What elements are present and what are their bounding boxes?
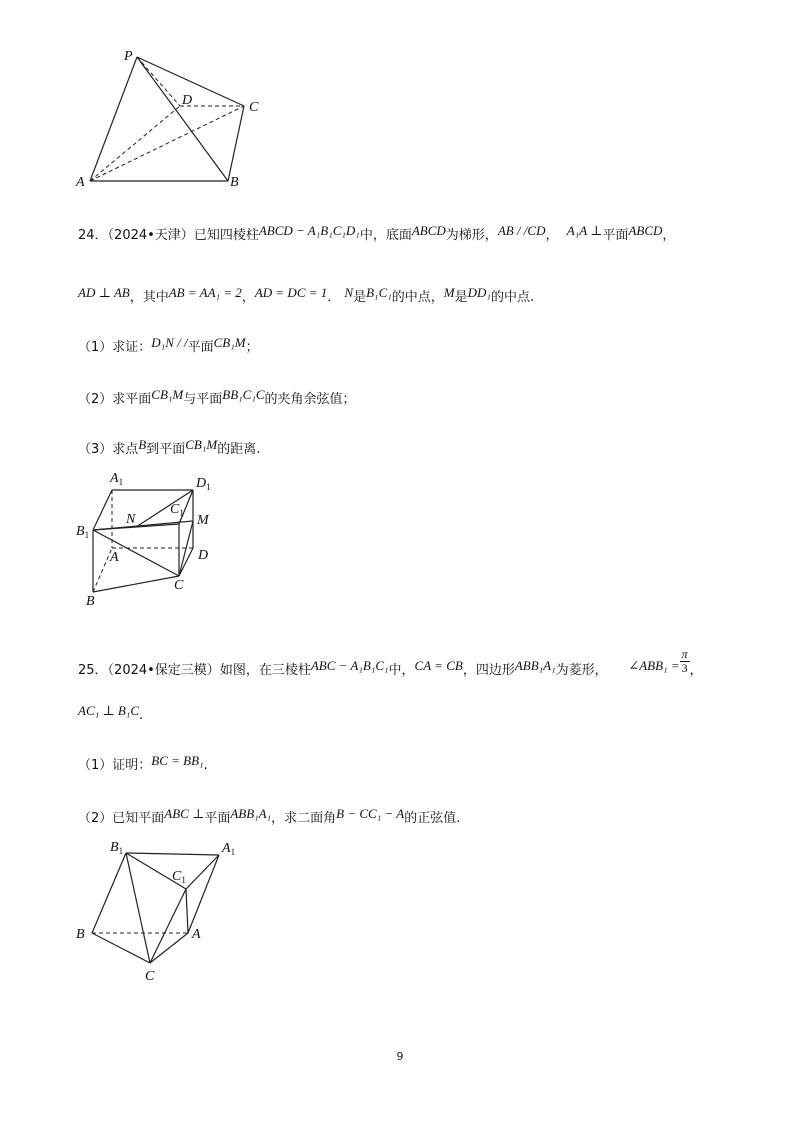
q24-text: 已知四棱柱 xyxy=(193,228,259,243)
q25-text: . xyxy=(203,758,208,773)
q24-math: N xyxy=(344,285,354,300)
pyramid-figure xyxy=(0,0,800,200)
q25-math: ABB₁A₁ xyxy=(230,806,272,821)
label-a: A xyxy=(192,927,201,942)
label-b: B xyxy=(230,175,239,190)
q25-math: CA = CB xyxy=(414,658,463,673)
label-b1-letter: B xyxy=(76,524,85,539)
q25-text: ， xyxy=(689,663,703,678)
edge-bc xyxy=(92,933,150,963)
q24-text: ； xyxy=(245,340,259,355)
q25-math: ∠ABB₁ = xyxy=(628,658,680,673)
q24-math: CB₁M xyxy=(213,335,246,350)
q25-text: 的正弦值. xyxy=(404,811,461,826)
label-b1-sub: 1 xyxy=(118,846,124,856)
q25-text: （2）已知平面 xyxy=(78,811,165,826)
label-c: C xyxy=(174,578,184,593)
label-d: D xyxy=(182,93,193,108)
edge-b1c xyxy=(93,530,179,576)
q24-text: 到平面 xyxy=(146,442,186,457)
q25-math: B − CC₁ − A xyxy=(336,806,405,821)
q24-text: 平面 xyxy=(187,340,214,355)
label-d1 xyxy=(195,476,211,492)
edge-b1a1 xyxy=(126,853,219,855)
q25-text: 如图，在三棱柱 xyxy=(219,663,311,678)
edge-pa xyxy=(90,57,137,181)
q24-text: ， xyxy=(545,228,559,243)
label-d: D xyxy=(198,548,209,563)
q25-text: ，四边形 xyxy=(462,663,515,678)
q24-math: A₁A ⊥ xyxy=(566,223,603,238)
fraction-numerator: π xyxy=(681,647,688,661)
q24-text: 是 xyxy=(454,290,468,305)
label-c1-sub: 1 xyxy=(179,508,184,518)
q24-text: 的中点， xyxy=(391,290,444,305)
label-m: M xyxy=(197,513,209,528)
label-a1 xyxy=(221,841,235,857)
q25-line-1 xyxy=(78,648,703,680)
edge-cd xyxy=(179,548,193,576)
q24-math: M xyxy=(443,285,455,300)
q25-text: . xyxy=(139,708,144,723)
q24-math: ABCD xyxy=(628,223,663,238)
fraction-denominator: 3 xyxy=(681,661,688,675)
q25-line-2 xyxy=(78,702,143,725)
label-c1-sub: 1 xyxy=(181,875,186,885)
q25-part-2 xyxy=(78,805,460,828)
edge-c1c xyxy=(150,889,186,963)
q24-text: 平面 xyxy=(602,228,629,243)
q24-math: CB₁M xyxy=(185,437,218,452)
label-c: C xyxy=(145,969,155,984)
edge-pb xyxy=(137,57,228,181)
q25-text: 中， xyxy=(388,663,415,678)
q24-line-1 xyxy=(78,222,675,245)
label-n: N xyxy=(126,512,136,527)
edge-bc xyxy=(228,106,244,181)
page-number: 9 xyxy=(396,1050,404,1063)
q25-text: ，求二面角 xyxy=(271,811,337,826)
q24-source: （2024•天津） xyxy=(107,228,194,243)
pi-over-3-fraction xyxy=(680,648,690,675)
label-a: A xyxy=(110,550,119,565)
label-p: P xyxy=(124,49,133,64)
q24-math: AB = AA₁ = 2 xyxy=(168,285,242,300)
q24-text: 中，底面 xyxy=(359,228,412,243)
q24-math: B₁C₁ xyxy=(366,285,392,300)
q24-text: 的中点. xyxy=(490,290,535,305)
edge-c1a1 xyxy=(186,855,219,889)
edge-bc xyxy=(93,576,179,592)
q24-part-3 xyxy=(78,436,260,459)
label-c: C xyxy=(249,100,259,115)
q24-text: 为梯形， xyxy=(445,228,498,243)
label-c1-letter: C xyxy=(170,502,180,517)
edge-a1a xyxy=(188,855,219,933)
q25-number: 25． xyxy=(78,663,108,678)
q25-math: ABC ⊥ xyxy=(164,806,205,821)
q24-text: （3）求点 xyxy=(78,442,139,457)
q24-math: CB₁M xyxy=(151,387,184,402)
q24-math: ABCD xyxy=(411,223,446,238)
q25-text: 平面 xyxy=(204,811,231,826)
q24-text: 的距离. xyxy=(217,442,261,457)
q25-text: （1）证明： xyxy=(78,758,152,773)
q25-text: 为菱形， xyxy=(555,663,608,678)
q25-source: （2024•保定三模） xyxy=(107,663,220,678)
label-a1-sub: 1 xyxy=(118,477,124,487)
q25-math: AC₁ ⊥ B₁C xyxy=(78,703,139,718)
label-a1-letter: A xyxy=(110,471,119,486)
label-a1-sub: 1 xyxy=(230,847,236,857)
edge-b1c xyxy=(126,853,150,963)
q24-math: AB / /CD xyxy=(497,223,546,238)
q24-text: （1）求证： xyxy=(78,340,152,355)
q24-number: 24． xyxy=(78,228,108,243)
label-c1 xyxy=(170,502,184,518)
q24-text: ， xyxy=(241,290,255,305)
q24-math: ABCD − A₁B₁C₁D₁ xyxy=(258,223,360,238)
q24-math: BB₁C₁C xyxy=(222,387,265,402)
label-b: B xyxy=(76,927,85,942)
q24-math: AD ⊥ AB xyxy=(78,285,130,300)
label-b1 xyxy=(76,524,89,540)
label-c1-letter: C xyxy=(172,869,182,884)
q24-text: 是 xyxy=(353,290,367,305)
label-b1-letter: B xyxy=(110,840,119,855)
edge-a1b1 xyxy=(93,490,112,530)
q24-part-2 xyxy=(78,386,356,409)
edge-b1b xyxy=(92,853,126,933)
label-b1 xyxy=(110,840,123,856)
q24-text: ． xyxy=(327,290,341,305)
q25-math: ABC − A₁B₁C₁ xyxy=(310,658,389,673)
label-c1 xyxy=(172,869,186,885)
q24-text: ，其中 xyxy=(129,290,169,305)
q24-text: （2）求平面 xyxy=(78,392,152,407)
q25-math: BC = BB₁ xyxy=(151,753,204,768)
label-d1-letter: D xyxy=(196,476,207,491)
q24-text: 与平面 xyxy=(183,392,223,407)
q25-math: ABB₁A₁ xyxy=(514,658,556,673)
prism-figure xyxy=(0,460,800,610)
label-a: A xyxy=(76,175,85,190)
label-d1-sub: 1 xyxy=(206,482,211,492)
label-b1-sub: 1 xyxy=(84,530,90,540)
q24-math: B xyxy=(138,437,147,452)
triangular-prism-figure xyxy=(0,830,800,990)
edge-pd xyxy=(137,57,180,106)
edge-c1a xyxy=(186,889,188,933)
q24-line-2 xyxy=(78,284,534,307)
q25-part-1 xyxy=(78,752,208,775)
q24-text: 的夹角余弦值； xyxy=(264,392,356,407)
label-a1 xyxy=(109,471,123,487)
q24-math: AD = DC = 1 xyxy=(254,285,328,300)
q24-part-1 xyxy=(78,334,259,357)
edge-ca xyxy=(150,933,188,963)
label-b: B xyxy=(86,594,95,609)
q24-math: DD₁ xyxy=(467,285,491,300)
q24-text: ， xyxy=(662,228,676,243)
q24-math: D₁N / / xyxy=(151,335,188,350)
label-a1-letter: A xyxy=(222,841,231,856)
